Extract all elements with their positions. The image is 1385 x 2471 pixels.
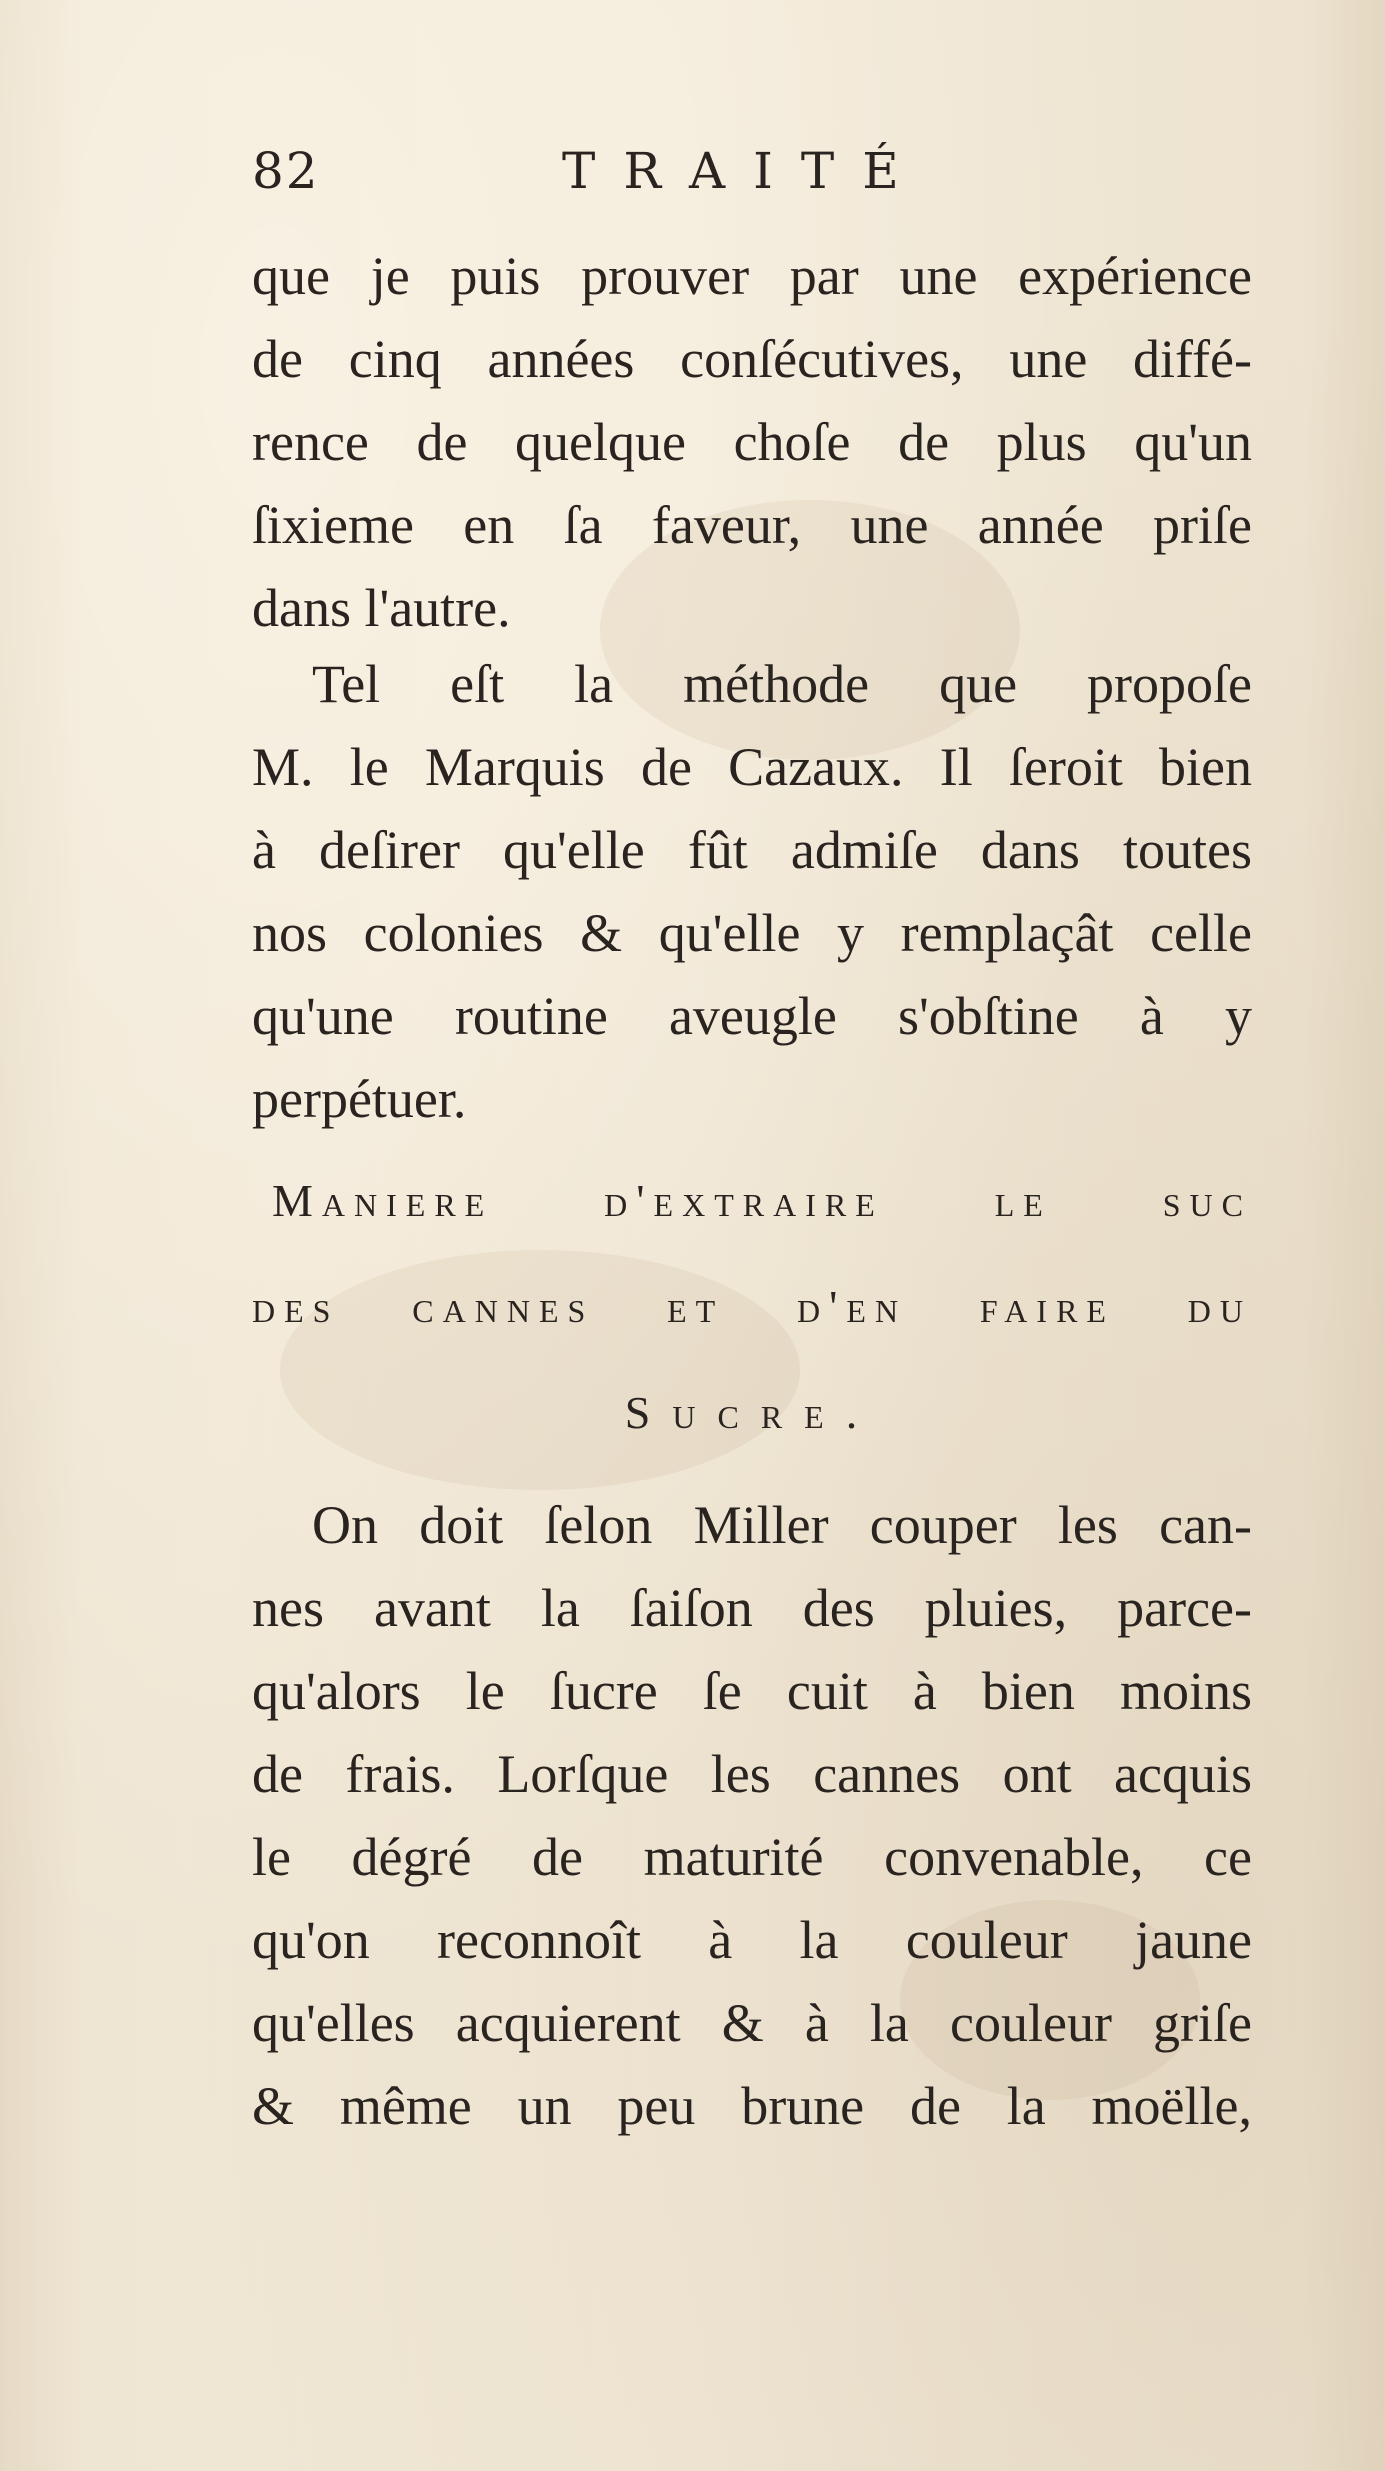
heading-line: Maniere d'extraire le suc [272,1175,1252,1226]
running-head: TRAITÉ [562,142,927,200]
text-line: de frais. Lorſque les cannes ont acquis [252,1744,1252,1804]
text-line: On doit ſelon Miller couper les can- [312,1495,1252,1555]
heading-line: des cannes et d'en faire du [252,1281,1252,1332]
text-line: nos colonies & qu'elle y remplaçât celle [252,903,1252,963]
text-line: qu'elles acquierent & à la couleur griſe [252,1993,1252,2053]
text-line: & même un peu brune de la moëlle, [252,2076,1252,2136]
text-line: dans l'autre. [252,578,511,638]
section-heading [252,1148,1252,1466]
text-line: qu'on reconnoît à la couleur jaune [252,1910,1252,1970]
text-line: à deſirer qu'elle fût admiſe dans toutes [252,820,1252,880]
paragraph-method [252,643,1252,1141]
text-line: perpétuer. [252,1069,467,1129]
heading-line: Sucre. [624,1387,880,1438]
paragraph-continuation [252,235,1252,650]
text-line: ſixieme en ſa faveur, une année priſe [252,495,1252,555]
text-line: qu'une routine aveugle s'obſtine à y [252,986,1252,1046]
paragraph-miller [252,1484,1252,2148]
text-line: nes avant la ſaiſon des pluies, parce- [252,1578,1252,1638]
page-header [252,142,1152,212]
text-line: de cinq années conſécutives, une diffé- [252,329,1252,389]
text-line: que je puis prouver par une expérience [252,246,1252,306]
text-line: Tel eſt la méthode que propoſe [312,654,1252,714]
text-line: rence de quelque choſe de plus qu'un [252,412,1252,472]
text-line: M. le Marquis de Cazaux. Il ſeroit bien [252,737,1252,797]
text-line: le dégré de maturité convenable, ce [252,1827,1252,1887]
page-number: 82 [252,142,320,200]
text-line: qu'alors le ſucre ſe cuit à bien moins [252,1661,1252,1721]
